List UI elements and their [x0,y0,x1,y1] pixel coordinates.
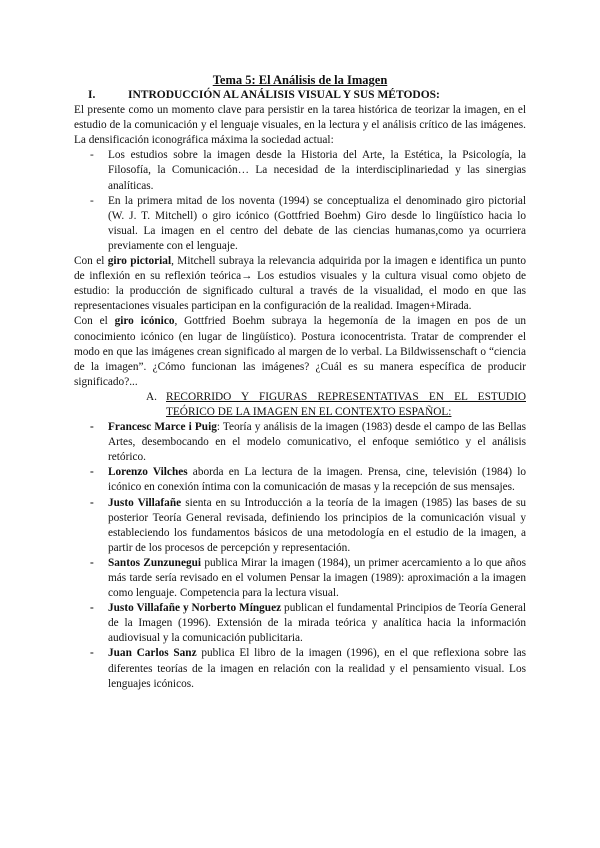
paragraph-text: , Mitchell subraya la relevancia adquirida por la imagen e identifica un punto de inflexión en su reflexión teórica→ Los estudios visuales y la cultura visual como objeto de estudio: la producción de significado cultural a través de la visualidad, el modo en que las representaciones visuales participan en la configuración de la realidad. Imagen+Mirada. [74,255,526,313]
list-item-text: publica Mirar la imagen (1984), un primer acercamiento a lo que años más tarde sería revisado en el volumen Pensar la imagen (1989): aproximación a la imagen como lenguaje. Competencia para la lectura visual. [108,556,527,600]
subsection-heading [146,390,526,420]
bullet-dash: - [90,421,94,434]
author-name: Santos Zunzunegui [108,556,202,569]
paragraph-text: Con el [74,255,108,268]
bullet-dash: - [90,194,94,207]
section-heading [88,88,526,103]
paragraph-text: Con el [74,315,115,328]
author-name: Justo Villafañe y Norberto Mínguez [108,602,282,615]
bullet-dash: - [90,647,94,660]
giro-pictorial-paragraph [74,254,526,314]
list-item-text: : Teoría y análisis de la imagen (1983) desde el campo de las Bellas Artes, desembocando en el modelo comunicativo, el enfoque semiótico y el análisis retórico. [108,421,526,464]
document-body [74,72,526,692]
author-name: Lorenzo Vilches [108,466,188,479]
list-item [74,601,526,646]
bullet-dash: - [90,496,94,509]
bullet-dash: - [90,149,94,162]
list-item [74,148,526,193]
paragraph-text: , Gottfried Boehm subraya la hegemonía de la imagen en pos de un conocimiento icónico (en lugar de lingüístico). Postura iconocentrista. Tratar de comprender el modo en que las imágenes crean significado al margen de lo verbal. La Bildwissenschaft o “ciencia de la imagen”. ¿Cómo funcionan las imágenes? ¿Cuál es su manera específica de producir significado?... [74,315,526,388]
author-name: Justo Villafañe [108,496,182,509]
giro-iconico-paragraph [74,314,526,389]
list-item-text: sienta en su Introducción a la teoría de la imagen (1985) las bases de su posterior Teoría General revisada, definiendo los principios de la comunicación visual y estableciendo los fundamentos básicos de una metodología en el estudio de la imagen, a partir de los procesos de percepción y representación. [108,496,526,554]
list-item [74,556,526,601]
bullet-dash: - [90,466,94,479]
intro-paragraph: El presente como un momento clave para persistir en la tarea histórica de teorizar la imagen, en el estudio de la comunicación y el lenguaje visuales, en la lectura y el análisis crítico de las imágenes. La densificación iconográfica máxima la sociedad actual: [74,104,526,147]
section-title: INTRODUCCIÓN AL ANÁLISIS VISUAL Y SUS MÉTODOS: [128,89,440,101]
subsection-letter: A. [146,390,157,403]
intro-bullet-list [74,148,526,254]
list-item-text: aborda en La lectura de la imagen. Prensa, cine, televisión (1984) lo icónico en conexión íntima con la comunicación de masas y la recepción de sus mensajes. [108,466,526,494]
author-name: Juan Carlos Sanz [108,647,197,660]
author-name: Francesc Marce i Puig [108,421,217,434]
list-item [74,646,526,691]
figures-list [74,420,526,692]
list-item [74,496,526,556]
list-item-text: publican el fundamental Principios de Teoría General de la Imagen (1996). Extensión de la mirada teórica y analítica hacia la información audiovisual y la comunicación publicitaria. [108,602,526,645]
page-title: Tema 5: El Análisis de la Imagen [212,73,388,87]
section-number: I. [88,89,96,101]
list-item [74,194,526,254]
list-item [74,465,526,495]
subsection-title: RECORRIDO Y FIGURAS REPRESENTATIVAS EN EL ESTUDIO TEÓRICO DE LA IMAGEN EN EL CONTEXTO ESPAÑOL: [166,390,526,418]
bullet-dash: - [90,556,94,569]
term-giro-pictorial: giro pictorial [107,255,172,268]
list-item-text: Los estudios sobre la imagen desde la Historia del Arte, la Estética, la Psicología, la Filosofía, la Comunicación… La necesidad de la interdisciplinariedad y las sinergias analíticas. [108,149,526,192]
term-giro-iconico: giro icónico [114,315,175,328]
list-item-text: En la primera mitad de los noventa (1994) se conceptualiza el denominado giro pictorial (W. J. T. Mitchell) o giro icónico (Gottfried Boehm) Giro desde lo lingüístico hacia lo visual. La imagen en el centro del debate de las ciencias humanas,como ya ocurriera previamente con el lenguaje. [108,194,526,252]
list-item [74,420,526,465]
bullet-dash: - [90,602,94,615]
list-item-text: publica El libro de la imagen (1996), en el que reflexiona sobre las diferentes teorías de la imagen en relación con la realidad y el pensamiento visual. Los lenguajes icónicos. [108,647,526,690]
